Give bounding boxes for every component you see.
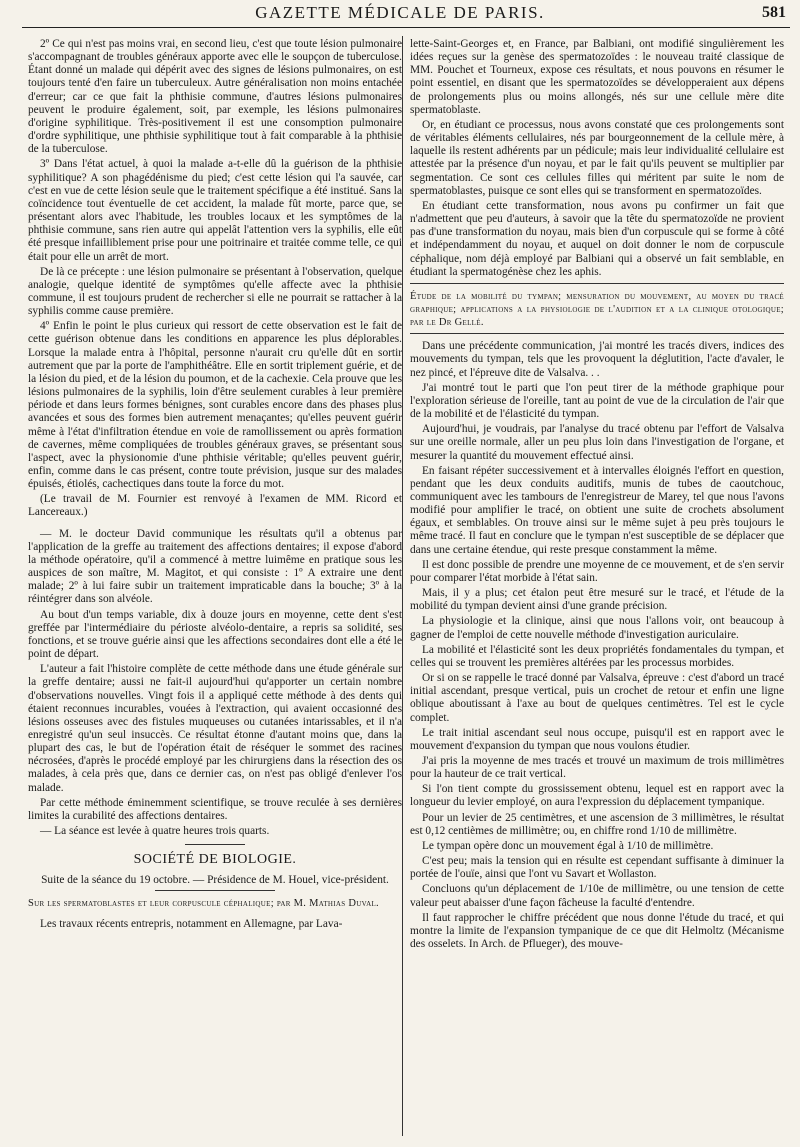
paragraph: En faisant répéter successivement et à intervalles éloignés l'effort en question, pendant que les deux conduits auditifs, munis de tubes de caoutchouc, communiquent avec les tambours de l'enregistreur de Marey, tel que nous l'avons modifié pour amplifier le tracé, on obtient une suite de crochets absolument égaux, et semblables. On trouve ainsi sur le même sujet à peu près toujours le même tracé. Il faut en conclure que le tympan n'est susceptible de se déplacer que dans une certaine étendue, qui reste presque constamment la même. <box>410 464 784 556</box>
paragraph: Il est donc possible de prendre une moyenne de ce mouvement, et de s'en servir pour comparer l'état morbide à l'état sain. <box>410 558 784 584</box>
header-rule <box>22 27 790 28</box>
section-rule <box>185 844 245 845</box>
paragraph: — M. le docteur David communique les résultats qu'il a obtenus par l'application de la greffe au traitement des affections dentaires; il expose d'abord la méthode opératoire, qu'il a commencé à mettre luimême en pratique sous les auspices de son maître, M. Magitot, et qui consiste : 1º A extraire une dent malade; 2º à lui faire subir un traitement impraticable dans la bouche; 3º à la réintégrer dans son alvéole. <box>28 527 402 606</box>
paragraph: La mobilité et l'élasticité sont les deux propriétés fondamentales du tympan, et celles qui se trouvent les premières altérées par les processus morbides. <box>410 643 784 669</box>
paragraph: Pour un levier de 25 centimètres, et une ascension de 3 millimètres, le résultat est 0,12 centièmes de millimètre; ou, en chiffre rond 1/10 de millimètre. <box>410 811 784 837</box>
paragraph: La physiologie et la clinique, ainsi que nous l'allons voir, ont beaucoup à gagner de l'emploi de cette nouvelle méthode d'investigation auriculaire. <box>410 615 784 641</box>
paragraph: 2º Ce qui n'est pas moins vrai, en second lieu, c'est que toute lésion pulmonaire s'accompagnant de troubles généraux apporte avec elle le soupçon de tuberculose. Étant donné un malade qui dépérit avec des signes de lésions pulmonaires, on est toujours tenté d'en faire un tuberculeux. Autre généralisation non moins entachée d'erreur; car ce que fait la phthisie commune, d'autres lésions pulmonaires peuvent le produire également, soit, par exemple, les lésions pulmonaires d'origine syphilitique. Très-positivement il est une consomption pulmonaire d'ordre syphilitique, une phthisie syphilitique tout à fait comparable à la phthisie de la tuberculose. <box>28 38 402 156</box>
paragraph: Concluons qu'un déplacement de 1/10e de millimètre, ou une tension de cette valeur peut abaisser d'une façon fâcheuse la faculté d'entendre. <box>410 883 784 909</box>
paragraph: Le tympan opère donc un mouvement égal à 1/10 de millimètre. <box>422 839 714 852</box>
article-title: Étude de la mobilité du tympan; mensuration du mouvement, au moyen du tracé graphique; applications a la physiologie de l'audition et a la clinique otologique; par le Dr Gellé. <box>410 290 784 329</box>
paragraph: 3º Dans l'état actuel, à quoi la malade a-t-elle dû la guérison de la phthisie syphilitique? A son phagédénisme du pied; c'est cette lésion qui l'a sauvée, car c'est en vue de cette lésion seule que le traitement spécifique a été institué. Sans la coïncidence tout éventuelle de cet accident, la malade fût morte, parce que, se présentant alors avec l'habitude, les troubles locaux et les symptômes de la phthisie commune, sans rien autre qui appelât l'attention vers la syphilis, elle eût été presque infailliblement prise pour une poitrinaire et traitée comme telle, ce qui était pour elle un arrêt de mort. <box>28 158 402 263</box>
paragraph: 4º Enfin le point le plus curieux qui ressort de cette observation est le fait de cette guérison obtenue dans les conditions en apparence les plus déplorables. Lorsque la malade entra à l'hôpital, personne n'aurait cru qu'elle dût en sortir autrement que par la porte de l'amphithéâtre. Elle en sortit triplement guérie, et de la lésion du pied, et de la lésion du poumon, et de la cachexie. Cela prouve que les lésions pulmonaires de la syphilis, loin d'être seulement curables à leur première période et dans leurs formes bénignes, sont curables encore dans des phases plus avancées et sous des formes bien autrement menaçantes; qu'elles peuvent guérir même à l'état d'infiltration étendue en voie de ramollissement ou après formation de cavernes, même compliquées de troubles généraux graves, se présentant sous l'aspect, avec la physionomie d'une phthisie véritable; qu'elles peuvent guérir, enfin, comme dans le cas présent, contre toute prévision, jusque sur des malades épuisés, étiolés, cachectiques dans toute la force du mot. <box>28 320 402 491</box>
society-heading: SOCIÉTÉ DE BIOLOGIE. <box>133 852 297 868</box>
paragraph: C'est peu; mais la tension qui en résulte est cependant suffisante à diminuer la portée de l'ouïe, ainsi que l'ont vu Savart et Wollaston. <box>410 855 784 881</box>
page-number: 581 <box>762 4 786 21</box>
paragraph: Or si on se rappelle le tracé donné par Valsalva, épreuve : c'est d'abord un tracé initial ascendant, presque vertical, puis un crochet de retour et enfin une ligne oblique aboutissant à l'axe au bout de quelques centimètres. Tel est le cycle complet. <box>410 672 784 724</box>
paragraph: Dans une précédente communication, j'ai montré les tracés divers, indices des mouvements du tympan, tels que les provoquent la déglutition, l'acte d'avaler, le nez pincé, et l'épreuve dite de Valsalva. . . <box>410 340 784 379</box>
paragraph: L'auteur a fait l'histoire complète de cette méthode dans une étude générale sur la greffe dentaire; aussi ne fait-il aujourd'hui qu'apporter un certain nombre d'observations nouvelles. Vingt fois il a appliqué cette méthode à des dents qui étaient reconnues incurables, vouées à l'extraction, qui avaient occasionné des lésions osseuses avec des fistules muqueuses ou cutanées intarissables, et il n'a enregistré qu'un seul insuccès. Ce résultat étonne d'autant moins que, dans la plupart des cas, le but de l'opération était de réséquer le sommet des racines nécrosées, d'après le procédé employé par les chirurgiens dans la résection des os malades, à cela près que, dans ce dernier cas, on n'est pas obligé d'enlever l'os malade. <box>28 663 402 794</box>
paragraph: Or, en étudiant ce processus, nous avons constaté que ces prolongements sont de véritables éléments cellulaires, nés par bourgeonnement de la cellule mère, à laquelle ils restent adhérents par un pédicule; mais leur individualité cellulaire est attestée par la présence d'un noyau, et par le fait qu'ils peuvent se multiplier par segmentation. Ce sont ces cellules filles qui méritent par suite le nom de spermatoblastes, puisque ce sont elles qui se transforment en spermatozoïdes. <box>410 118 784 197</box>
paragraph: lette-Saint-Georges et, en France, par Balbiani, ont modifié singulièrement les idées reçues sur la genèse des spermatozoïdes : le nouveau traité classique de MM. Pouchet et Tourneux, expose ces résultats, et nous pouvons en résumer le point essentiel, en disant que les spermatozoïdes se développeraient aux dépens de prolongements plus ou moins allongés, nés sur une cellule mère dite spermatoblaste. <box>410 38 784 116</box>
page-header <box>0 0 800 30</box>
paragraph: Si l'on tient compte du grossissement obtenu, lequel est en rapport avec la longueur du levier employé, on aura l'expression du déplacement tympanique. <box>410 783 784 809</box>
paragraph: (Le travail de M. Fournier est renvoyé à l'examen de MM. Ricord et Lancereaux.) <box>28 493 402 519</box>
column-divider <box>402 36 403 1136</box>
paragraph: Aujourd'hui, je voudrais, par l'analyse du tracé obtenu par l'effort de Valsalva sur une oreille normale, aller un peu plus loin dans l'investigation de l'organe, et mesurer la quantité du mouvement effectué ainsi. <box>410 423 784 462</box>
paragraph: Au bout d'un temps variable, dix à douze jours en moyenne, cette dent s'est greffée par l'intermédiaire du périoste alvéolo-dentaire, a repris sa solidité, ses fonctions, et se trouve guérie ainsi que les affections secondaires dont elle a été le point de départ. <box>28 608 402 661</box>
paragraph: J'ai montré tout le parti que l'on peut tirer de la méthode graphique pour l'exploration sérieuse de l'oreille, tant au point de vue de la circulation de l'air que de la mobilité et de l'élasticité du tympan. <box>410 381 784 421</box>
paragraph: Mais, il y a plus; cet étalon peut être mesuré sur le tracé, et l'étude de la mobilité du tympan devient ainsi d'une grande précision. <box>410 587 784 613</box>
paragraph: Le trait initial ascendant seul nous occupe, puisqu'il est en rapport avec le mouvement d'expansion du tympan que nous voulons étudier. <box>410 726 784 752</box>
paragraph: Par cette méthode éminemment scientifique, se trouve reculée à ses dernières limites la curabilité des affections dentaires. <box>28 796 402 822</box>
paragraph: En étudiant cette transformation, nous avons pu confirmer un fait que n'admettent que peu d'auteurs, à savoir que la tête du spermatozoïde ne provient pas d'une transformation du noyau, mais bien d'un corpuscule qui se forme à côté et indépendamment du noyau, et auquel on doit donner le nom de corpuscule céphalique, nom déjà employé par Balbiani qui a observé un fait semblable, en étudiant la spermatogénèse chez les aphis. <box>410 199 784 278</box>
paragraph: J'ai pris la moyenne de mes tracés et trouvé un maximum de trois millimètres pour la hauteur de ce trait vertical. <box>410 754 784 781</box>
paragraph: De là ce précepte : une lésion pulmonaire se présentant à l'observation, quelque analogie, quelque identité de symptômes qu'elle affecte avec la phthisie commune, il est toujours prudent de rechercher si elle ne pourrait se rattacher à la syphilis comme cause première. <box>28 265 402 318</box>
section-rule <box>410 333 784 334</box>
paragraph: Il faut rapprocher le chiffre précédent que nous donne l'étude du tracé, et qui montre la limite de l'expansion tympanique de ce que dit Helmoltz (Mécanisme des osselets. In Arch. de Pflueger), des mouve- <box>410 911 784 950</box>
section-rule <box>410 283 784 284</box>
section-rule <box>155 890 275 891</box>
left-column <box>28 38 402 1138</box>
right-column <box>410 38 784 1138</box>
journal-title: GAZETTE MÉDICALE DE PARIS. <box>255 3 545 22</box>
paragraph: — La séance est levée à quatre heures trois quarts. <box>40 825 270 838</box>
article-title: Sur les spermatoblastes et leur corpuscule céphalique; par M. Mathias Duval. <box>28 897 379 909</box>
session-line: Suite de la séance du 19 octobre. — Présidence de M. Houel, vice-président. <box>41 874 389 887</box>
paragraph: Les travaux récents entrepris, notamment en Allemagne, par Lava- <box>40 917 343 930</box>
